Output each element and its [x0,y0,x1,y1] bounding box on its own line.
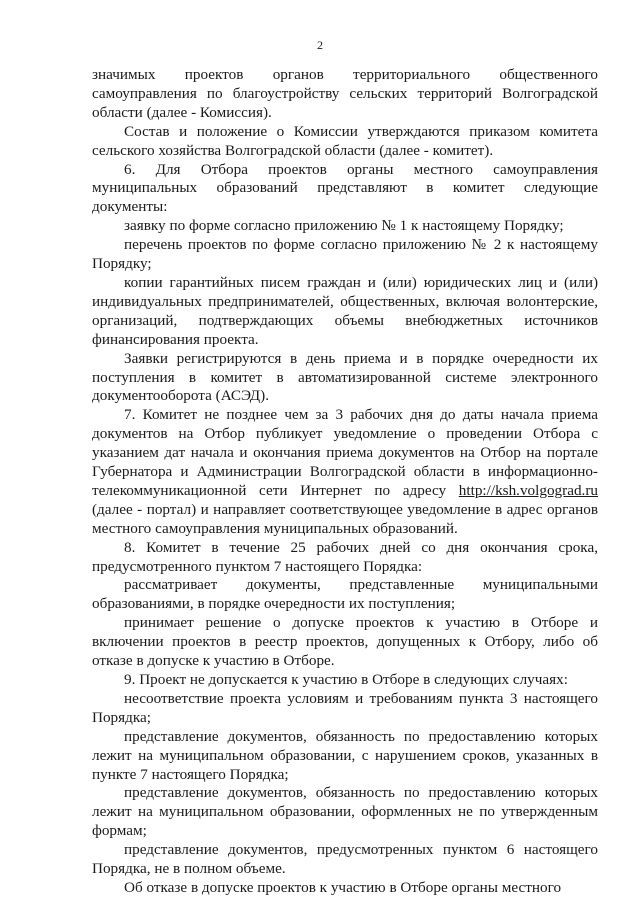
page-number: 2 [317,38,323,52]
paragraph-item-9: 9. Проект не допускается к участию в Отборе в следующих случаях: [124,671,568,688]
paragraph-nonconformity: несоответствие проекта условиям и требованиям пункта 3 настоящего Порядка; [92,689,598,726]
paragraph-incomplete-documents: представление документов, предусмотренных пунктом 6 настоящего Порядка, не в полном объеме. [92,841,598,878]
paragraph-wrong-forms: представление документов, обязанность по предоставлению которых лежит на муниципальном образовании, оформленных не по утвержденным формам; [92,784,598,840]
paragraph-item-7 [92,406,598,538]
paragraph-item-6: 6. Для Отбора проектов органы местного самоуправления муниципальных образований представляют в комитет следующие документы: [92,160,598,216]
item-7-text-after: (далее - портал) и направляет соответствующее уведомление в адрес органов местного самоуправления муниципальных образований. [92,500,598,537]
paragraph-admission-decision: принимает решение о допуске проектов к участию в Отборе и включении проектов в реестр проектов, допущенных к Отбору, либо об отказе в допуске к участию в Отборе. [92,614,598,670]
paragraph-guarantee-letters: копии гарантийных писем граждан и (или) юридических лиц и (или) индивидуальных предпринимателей, общественных, включая волонтерские, организаций, подтверждающих объемы внебюджетных источников финансирования проекта. [92,273,598,348]
paragraph-project-list: перечень проектов по форме согласно приложению № 2 к настоящему Порядку; [92,236,598,273]
paragraph-commission-composition: Состав и положение о Комиссии утверждаются приказом комитета сельского хозяйства Волгоградской области (далее - комитет). [92,122,598,159]
portal-link[interactable]: http://ksh.volgograd.ru [458,481,598,499]
paragraph-registration: Заявки регистрируются в день приема и в порядке очередности их поступления в комитет в автоматизированной системе электронного документооборота (АСЭД). [92,349,598,405]
paragraph-late-documents: представление документов, обязанность по предоставлению которых лежит на муниципальном образовании, с нарушением сроков, указанных в пункте 7 настоящего Порядка; [92,727,598,783]
paragraph-commission-continued: значимых проектов органов территориального общественного самоуправления по благоустройству сельских территорий Волгоградской области (далее - Комиссия). [92,66,598,121]
paragraph-application-form: заявку по форме согласно приложению № 1 к настоящему Порядку; [124,217,564,235]
paragraph-item-8: 8. Комитет в течение 25 рабочих дней со дня окончания срока, предусмотренного пунктом 7 настоящего Порядка: [92,538,598,575]
document-body [92,66,598,898]
item-7-text-before: 7. Комитет не позднее чем за 3 рабочих дня до даты начала приема документов на Отбор публикует уведомление о проведении Отбора с указанием дат начала и окончания приема документов на Отбор на портале Губернатора и Администрации Волгоградской области в информационно-телекоммуникационной сети Интернет по адресу [92,406,598,499]
paragraph-refusal-notice: Об отказе в допуске проектов к участию в Отборе органы местного [124,878,562,896]
paragraph-review-documents: рассматривает документы, представленные муниципальными образованиями, в порядке очередности их поступления; [92,576,598,613]
